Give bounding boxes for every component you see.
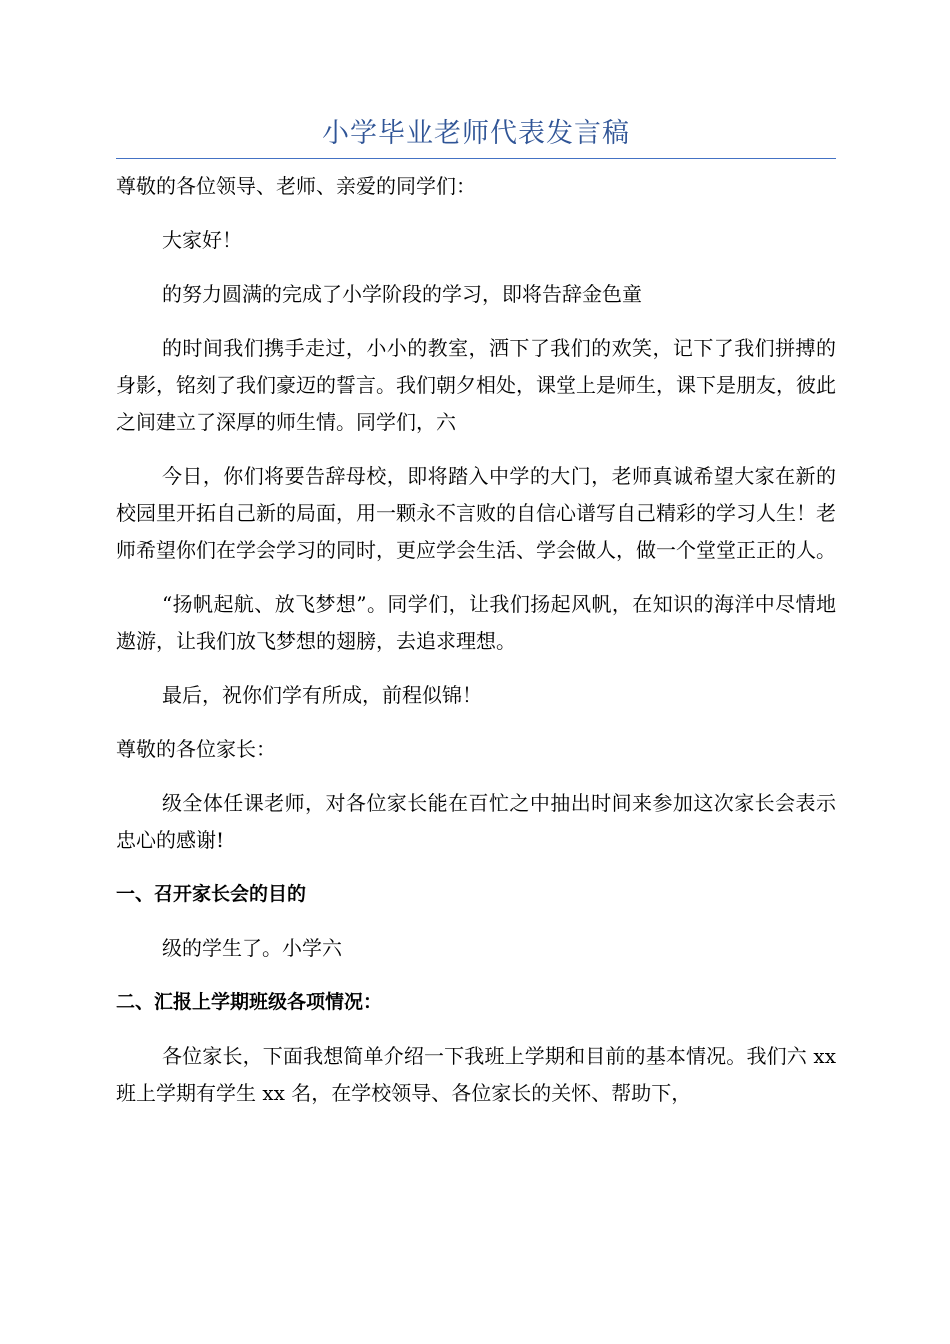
paragraph-greeting-leaders: 尊敬的各位领导、老师、亲爱的同学们： [116,174,476,198]
paragraph-completed-study: 的努力圆满的完成了小学阶段的学习，即将告辞金色童 [162,282,642,306]
paragraph-hello: 大家好！ [162,228,242,252]
paragraph-thanks-parents: 级全体任课老师，对各位家长能在百忙之中抽出时间来参加这次家长会表示忠心的感谢! [116,791,836,852]
paragraph-grade-six: 级的学生了。小学六 [162,936,342,960]
paragraph-time-together: 的时间我们携手走过，小小的教室，洒下了我们的欢笑，记下了我们拼搏的身影，铭刻了我们豪迈的誓言。我们朝夕相处，课堂上是师生，课下是朋友，彼此之间建立了深厚的师生情。同学们，六 [116,336,836,434]
paragraph-farewell: 今日，你们将要告辞母校，即将踏入中学的大门，老师真诚希望大家在新的校园里开拓自己新的局面，用一颗永不言败的自信心谱写自己精彩的学习人生！老师希望你们在学会学习的同时，更应学会生活、学会做人，做一个堂堂正正的人。 [116,464,836,562]
heading-class-report: 二、汇报上学期班级各项情况： [116,991,383,1013]
paragraph-class-introduction: 各位家长，下面我想简单介绍一下我班上学期和目前的基本情况。我们六 xx 班上学期有学生 xx 名，在学校领导、各位家长的关怀、帮助下， [116,1044,836,1105]
heading-meeting-purpose: 一、召开家长会的目的 [116,883,307,905]
document-page [116,0,836,1112]
paragraph-set-sail: “扬帆起航、放飞梦想”。同学们，让我们扬起风帆，在知识的海洋中尽情地遨游，让我们放飞梦想的翅膀，去追求理想。 [116,592,836,653]
document-body [116,168,836,1112]
document-title: 小学毕业老师代表发言稿 [116,114,836,159]
paragraph-blessing: 最后，祝你们学有所成，前程似锦！ [162,683,482,707]
paragraph-greeting-parents: 尊敬的各位家长： [116,737,276,761]
